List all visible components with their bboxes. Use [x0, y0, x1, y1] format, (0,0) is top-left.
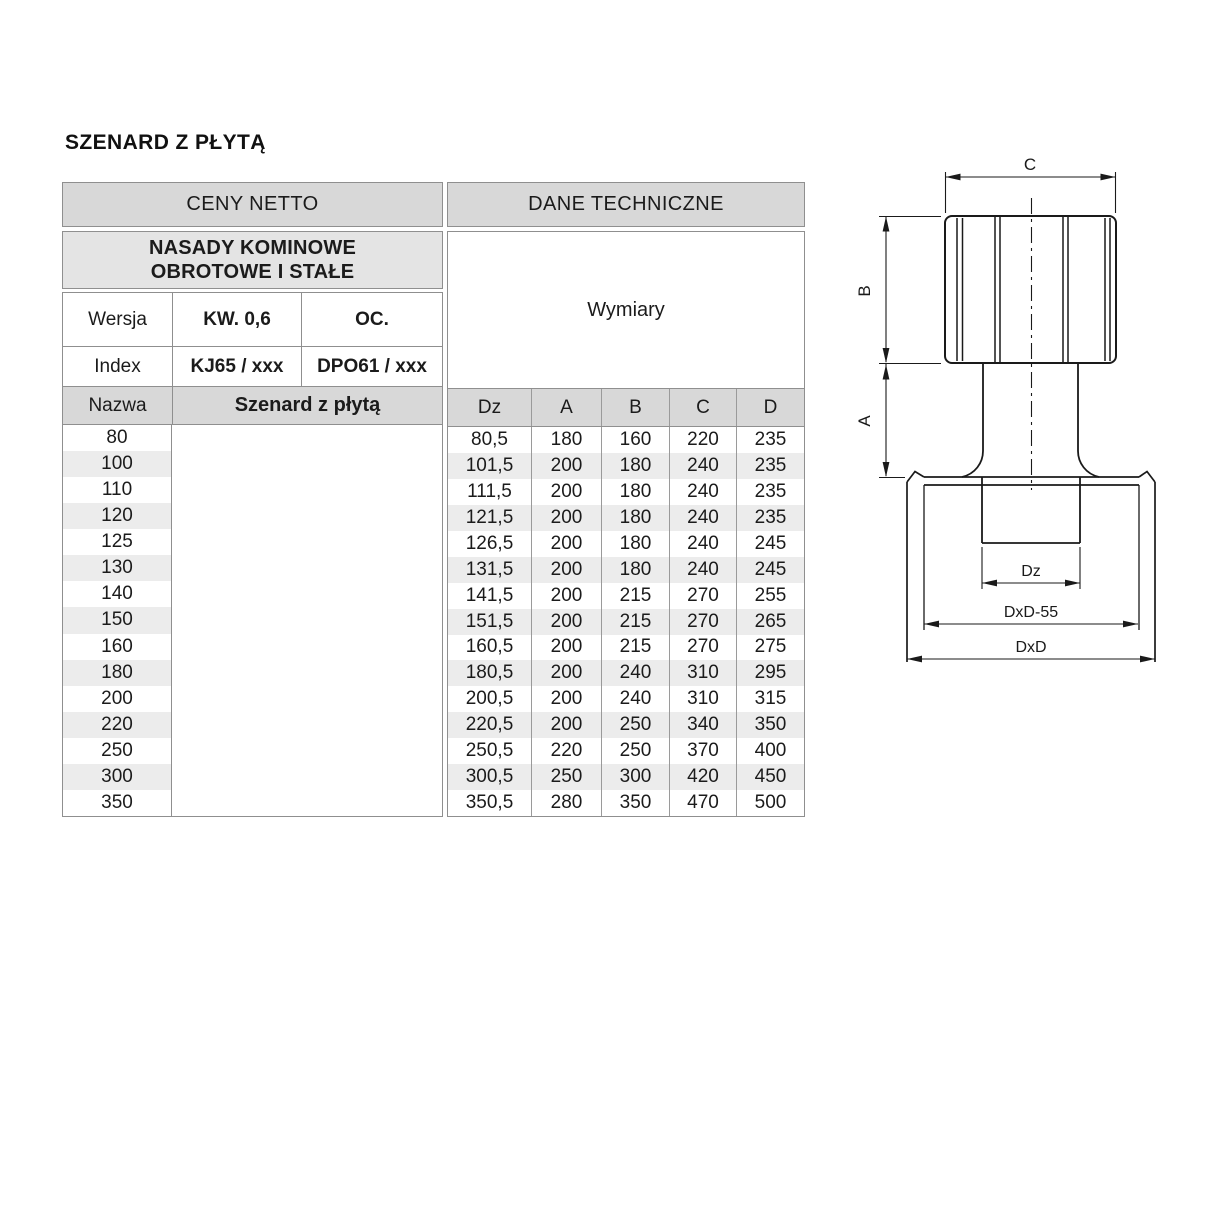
- dim-cell: 101,5: [465, 454, 514, 476]
- dim-cell: 160: [601, 427, 669, 453]
- dim-cell: 240: [669, 453, 736, 479]
- dim-col-d: D: [736, 389, 804, 426]
- dim-cell: 180: [531, 427, 601, 453]
- wersja-label: Wersja: [88, 308, 147, 330]
- dim-cell: 470: [669, 790, 736, 816]
- dim-label-dxd: DxD: [1015, 639, 1047, 656]
- dim-cell: 200: [531, 686, 601, 712]
- nazwa-cell: 160: [63, 634, 171, 660]
- nazwa-cell: 220: [63, 712, 171, 738]
- dim-cell: 200: [531, 660, 601, 686]
- dim-cell: 151,5: [465, 610, 514, 632]
- dim-cell: 180: [601, 505, 669, 531]
- dim-col-dz: Dz: [477, 396, 502, 418]
- dim-cell: 245: [736, 531, 804, 557]
- nazwa-cell: 350: [63, 790, 171, 816]
- dim-cell: 240: [669, 505, 736, 531]
- dim-cell: 500: [736, 790, 804, 816]
- dim-cell: 220,5: [465, 714, 514, 736]
- index-value-kj: KJ65 / xxx: [172, 347, 301, 386]
- dim-cell: 340: [669, 712, 736, 738]
- dim-cell: 300: [601, 764, 669, 790]
- dim-cell: 215: [601, 583, 669, 609]
- dim-cell: 121,5: [465, 506, 514, 528]
- dim-cell: 200: [531, 712, 601, 738]
- dim-cell: 240: [669, 557, 736, 583]
- dim-cell: 220: [531, 738, 601, 764]
- dim-cell: 180,5: [465, 662, 514, 684]
- prices-header: CENY NETTO: [62, 182, 443, 227]
- nazwa-cell: 180: [63, 660, 171, 686]
- dim-cell: 180: [601, 479, 669, 505]
- index-value-dpo: DPO61 / xxx: [301, 347, 442, 386]
- dim-col-a: A: [531, 389, 601, 426]
- dim-cell: 235: [736, 479, 804, 505]
- dim-cell: 350,5: [465, 792, 514, 814]
- nazwa-cell: 140: [63, 581, 171, 607]
- dim-cell: 235: [736, 505, 804, 531]
- dim-cell: 250: [601, 712, 669, 738]
- dim-cell: 350: [736, 712, 804, 738]
- dim-cell: 270: [669, 583, 736, 609]
- tube-outline: [962, 363, 1099, 477]
- nazwa-cell: 130: [63, 555, 171, 581]
- nazwa-cell: 300: [63, 764, 171, 790]
- dim-cell: 200: [531, 505, 601, 531]
- dim-cell: 245: [736, 557, 804, 583]
- dim-cell: 220: [669, 427, 736, 453]
- dim-cell: 240: [669, 479, 736, 505]
- nazwa-cell: 150: [63, 607, 171, 633]
- nazwa-cell: 125: [63, 529, 171, 555]
- dim-cell: 200: [531, 583, 601, 609]
- dim-cell: 250: [531, 764, 601, 790]
- nazwa-cell: 100: [63, 451, 171, 477]
- dim-cell: 275: [736, 635, 804, 661]
- cap-louver-lines: [957, 217, 1110, 362]
- dim-cell: 80,5: [471, 428, 508, 450]
- dim-cell: 420: [669, 764, 736, 790]
- dim-cell: 270: [669, 635, 736, 661]
- wersja-value-oc: OC.: [301, 293, 442, 346]
- nazwa-label: Nazwa: [88, 394, 147, 416]
- dim-cell: 200: [531, 557, 601, 583]
- dim-cell: 200: [531, 531, 601, 557]
- dim-label-c: C: [1023, 155, 1037, 174]
- dim-label-b: B: [855, 285, 874, 297]
- dim-cell: 141,5: [465, 584, 514, 606]
- dim-cell: 450: [736, 764, 804, 790]
- product-group-line2: OBROTOWE I STAŁE: [150, 261, 355, 283]
- nazwa-cell: 200: [63, 686, 171, 712]
- dim-cell: 240: [601, 686, 669, 712]
- dim-cell: 235: [736, 453, 804, 479]
- nazwa-cell: 110: [63, 477, 171, 503]
- dim-label-dxd55: DxD-55: [1003, 604, 1059, 621]
- pipe-outline: [982, 477, 1080, 543]
- dim-cell: 240: [669, 531, 736, 557]
- dim-cell: 350: [601, 790, 669, 816]
- dim-cell: 310: [669, 660, 736, 686]
- dim-cell: 400: [736, 738, 804, 764]
- wersja-value-kw: KW. 0,6: [172, 293, 301, 346]
- dim-cell: 250: [601, 738, 669, 764]
- dim-cell: 315: [736, 686, 804, 712]
- dim-cell: 160,5: [465, 636, 514, 658]
- dim-cell: 265: [736, 609, 804, 635]
- dim-cell: 180: [601, 531, 669, 557]
- dim-cell: 280: [531, 790, 601, 816]
- dim-cell: 126,5: [465, 532, 514, 554]
- dim-cell: 131,5: [465, 558, 514, 580]
- index-label: Index: [94, 355, 141, 377]
- dim-cell: 111,5: [467, 480, 512, 502]
- page-title: SZENARD Z PŁYTĄ: [65, 131, 266, 154]
- dim-cell: 240: [601, 660, 669, 686]
- product-group-line1: NASADY KOMINOWE: [148, 237, 357, 259]
- nazwa-cell: 80: [63, 425, 171, 451]
- dim-cell: 215: [601, 609, 669, 635]
- nazwa-cell: 250: [63, 738, 171, 764]
- technical-header: DANE TECHNICZNE: [447, 182, 805, 227]
- dim-cell: 200: [531, 609, 601, 635]
- dim-cell: 370: [669, 738, 736, 764]
- nazwa-cell: 120: [63, 503, 171, 529]
- dim-label-dz: Dz: [1021, 563, 1041, 580]
- dim-cell: 300,5: [465, 766, 514, 788]
- dim-cell: 200: [531, 453, 601, 479]
- dimension-lines: [879, 172, 1155, 659]
- dim-cell: 200: [531, 635, 601, 661]
- dim-cell: 310: [669, 686, 736, 712]
- dim-col-b: B: [601, 389, 669, 426]
- dim-col-c: C: [669, 389, 736, 426]
- dim-cell: 255: [736, 583, 804, 609]
- cap-outline: [945, 216, 1116, 363]
- wymiary-cell: Wymiary: [448, 232, 804, 389]
- dim-cell: 180: [601, 453, 669, 479]
- dim-cell: 235: [736, 427, 804, 453]
- dim-cell: 270: [669, 609, 736, 635]
- product-name: Szenard z płytą: [172, 387, 442, 424]
- dim-cell: 200: [531, 479, 601, 505]
- dim-cell: 215: [601, 635, 669, 661]
- dim-label-a: A: [855, 415, 874, 427]
- dim-cell: 180: [601, 557, 669, 583]
- dim-cell: 295: [736, 660, 804, 686]
- dim-cell: 250,5: [465, 740, 514, 762]
- dim-cell: 200,5: [465, 688, 514, 710]
